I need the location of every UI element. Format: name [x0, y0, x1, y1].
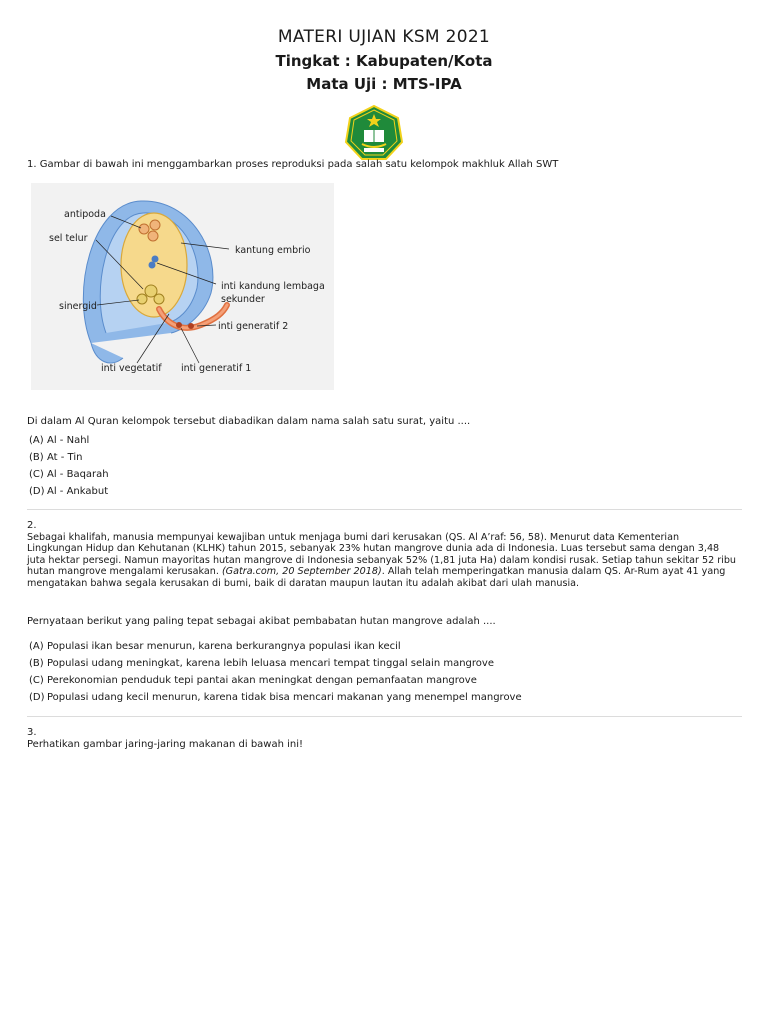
question-2-line-5: mengatakan bahwa segala kerusakan di bumi, baik di daratan maupun lautan itu adalah akibat dari ulah manusia. [27, 577, 580, 589]
question-2-block [27, 520, 742, 589]
question-3-number: 3. [27, 727, 37, 738]
option-b[interactable]: (B) Populasi udang meningkat, karena lebih leluasa mencari tempat tinggal selain mangrove [29, 658, 494, 669]
kemenag-emblem-icon [344, 104, 404, 162]
option-a[interactable]: (A) Al - Nahl [29, 435, 90, 446]
label-inti-vegetatif: inti vegetatif [101, 363, 162, 374]
option-d[interactable]: (D) Al - Ankabut [29, 486, 109, 497]
label-sel-telur: sel telur [49, 233, 88, 244]
question-2-prompt: Pernyataan berikut yang paling tepat sebagai akibat pembabatan hutan mangrove adalah .... [27, 616, 496, 627]
label-kantung-embrio: kantung embrio [235, 245, 311, 256]
divider [27, 509, 742, 510]
source-citation: (Gatra.com, 20 September 2018) [221, 566, 382, 577]
question-3-block [27, 727, 742, 751]
label-sinergid: sinergid [59, 301, 97, 312]
question-3-text: Perhatikan gambar jaring-jaring makanan di bawah ini! [27, 739, 304, 750]
option-d[interactable]: (D) Populasi udang kecil menurun, karena tidak bisa mencari makanan yang menempel mangrove [29, 692, 522, 703]
question-1-prompt: Di dalam Al Quran kelompok tersebut diabadikan dalam nama salah satu surat, yaitu .... [27, 416, 471, 427]
question-1-intro: 1. Gambar di bawah ini menggambarkan proses reproduksi pada salah satu kelompok makhluk Allah SWT [27, 159, 559, 170]
question-2-line-1: Sebagai khalifah, manusia mempunyai kewajiban untuk menjaga bumi dari kerusakan (QS. Al A’raf: 56, 58). Menurut data Kementerian [27, 531, 680, 543]
question-2-options [29, 638, 522, 706]
question-1-options [29, 432, 109, 500]
label-sekunder: sekunder [221, 294, 265, 305]
option-c[interactable]: (C) Al - Baqarah [29, 469, 109, 480]
label-inti-generatif-1: inti generatif 1 [181, 363, 252, 374]
divider [27, 716, 742, 717]
option-b[interactable]: (B) At - Tin [29, 452, 83, 463]
question-2-line-4: hutan mangrove mengalami kerusakan. (Gatra.com, 20 September 2018). Allah telah memperingatkan manusia dalam QS. Ar-Rum ayat 41 yang [27, 566, 726, 577]
exam-title: MATERI UJIAN KSM 2021 [277, 27, 491, 47]
label-inti-generatif-2: inti generatif 2 [218, 321, 289, 332]
label-inti-kandung: inti kandung lembaga [221, 281, 325, 292]
exam-subject: Mata Uji : MTS-IPA [306, 75, 462, 93]
option-a[interactable]: (A) Populasi ikan besar menurun, karena berkurangnya populasi ikan kecil [29, 641, 401, 652]
ovule-diagram [31, 183, 334, 390]
page-header [0, 26, 768, 95]
exam-level: Tingkat : Kabupaten/Kota [275, 52, 493, 70]
question-2-number: 2. [27, 520, 37, 531]
question-2-line-3: juta hektar persegi. Namun mayoritas hutan mangrove di Indonesia sebanyak 52% (1,81 juta Ha) dalam kondisi rusak. Setiap tahun sekitar 52 ribu [27, 554, 737, 566]
question-2-line-2: Lingkungan Hidup dan Kehutanan (KLHK) tahun 2015, sebanyak 23% hutan mangrove dunia ada di Indonesia. Luas tersebut sama dengan 3,48 [27, 543, 720, 554]
option-c[interactable]: (C) Perekonomian penduduk tepi pantai akan meningkat dengan pemanfaatan mangrove [29, 675, 477, 686]
label-antipoda: antipoda [64, 209, 106, 220]
